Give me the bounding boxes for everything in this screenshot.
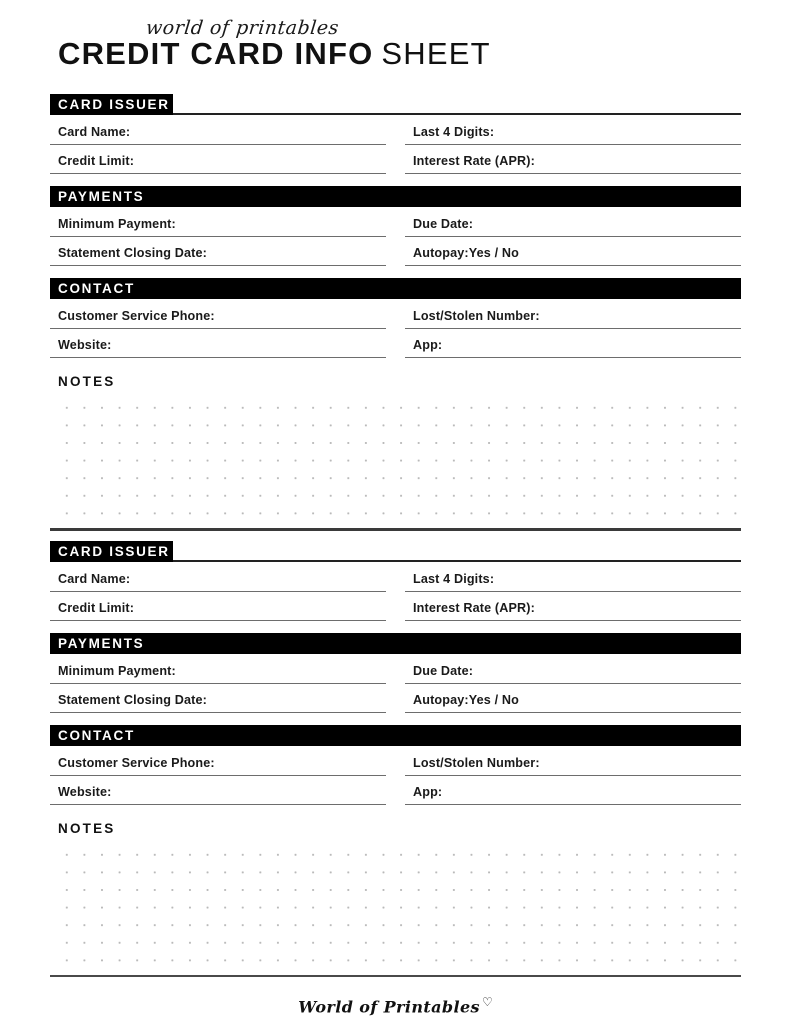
field-label: Statement Closing Date: bbox=[58, 246, 207, 260]
field-customer-service-phone-1[interactable] bbox=[50, 302, 386, 329]
section-header-card-issuer-2 bbox=[50, 541, 741, 563]
field-row bbox=[50, 210, 741, 237]
field-lost-stolen-number-1[interactable] bbox=[405, 302, 741, 329]
field-credit-limit-2[interactable] bbox=[50, 594, 386, 621]
page-title-light: SHEET bbox=[381, 36, 491, 71]
field-website-2[interactable] bbox=[50, 778, 386, 805]
field-minimum-payment-2[interactable] bbox=[50, 657, 386, 684]
field-label: Customer Service Phone: bbox=[58, 756, 215, 770]
section-header-card-issuer-1 bbox=[50, 94, 741, 116]
section-bar bbox=[50, 186, 741, 207]
field-last-4-digits-2[interactable] bbox=[405, 565, 741, 592]
field-row bbox=[50, 331, 741, 358]
field-lost-stolen-number-2[interactable] bbox=[405, 749, 741, 776]
field-label: Card Name: bbox=[58, 572, 131, 586]
page-header bbox=[50, 0, 741, 90]
field-label: Autopay: bbox=[413, 246, 469, 260]
field-website-1[interactable] bbox=[50, 331, 386, 358]
field-label: Website: bbox=[58, 338, 112, 352]
block-divider bbox=[50, 528, 741, 531]
notes-dot-grid-1[interactable] bbox=[56, 396, 739, 519]
page-title-bold: CREDIT CARD INFO bbox=[58, 36, 374, 71]
section-header-notes-1: NOTES bbox=[58, 374, 116, 389]
footer-brand-text: World of Printables bbox=[298, 997, 480, 1017]
section-rule bbox=[173, 113, 741, 115]
field-label: Lost/Stolen Number: bbox=[413, 756, 540, 770]
section-label: CARD ISSUER bbox=[58, 544, 170, 559]
field-label: Last 4 Digits: bbox=[413, 572, 495, 586]
field-row bbox=[50, 565, 741, 592]
field-label: Customer Service Phone: bbox=[58, 309, 215, 323]
field-label: Minimum Payment: bbox=[58, 664, 176, 678]
autopay-options[interactable]: Yes / No bbox=[468, 246, 519, 260]
section-header-contact-2 bbox=[50, 725, 741, 747]
section-header-payments-1 bbox=[50, 186, 741, 208]
field-row bbox=[50, 147, 741, 174]
field-statement-closing-date-2[interactable] bbox=[50, 686, 386, 713]
field-card-name-2[interactable] bbox=[50, 565, 386, 592]
card-block-2 bbox=[50, 541, 741, 966]
section-bar bbox=[50, 94, 173, 115]
page-title bbox=[58, 36, 491, 72]
field-label: App: bbox=[413, 785, 443, 799]
section-bar bbox=[50, 541, 173, 562]
field-row bbox=[50, 686, 741, 713]
field-label: Interest Rate (APR): bbox=[413, 154, 535, 168]
field-label: Due Date: bbox=[413, 217, 474, 231]
field-customer-service-phone-2[interactable] bbox=[50, 749, 386, 776]
field-label: Last 4 Digits: bbox=[413, 125, 495, 139]
brand-script-text: world of printables bbox=[144, 17, 340, 39]
field-label: Autopay: bbox=[413, 693, 469, 707]
field-credit-limit-1[interactable] bbox=[50, 147, 386, 174]
field-label: Due Date: bbox=[413, 664, 474, 678]
section-label: CARD ISSUER bbox=[58, 97, 170, 112]
field-label: Statement Closing Date: bbox=[58, 693, 207, 707]
card-block-1 bbox=[50, 94, 741, 519]
section-bar bbox=[50, 725, 741, 746]
heart-icon: ♡ bbox=[481, 995, 493, 1009]
field-label: Credit Limit: bbox=[58, 601, 135, 615]
section-header-payments-2 bbox=[50, 633, 741, 655]
field-interest-rate-1[interactable] bbox=[405, 147, 741, 174]
section-header-notes-2: NOTES bbox=[58, 821, 116, 836]
field-interest-rate-2[interactable] bbox=[405, 594, 741, 621]
section-label: CONTACT bbox=[58, 281, 135, 296]
field-card-name-1[interactable] bbox=[50, 118, 386, 145]
field-label: Interest Rate (APR): bbox=[413, 601, 535, 615]
field-row bbox=[50, 302, 741, 329]
field-last-4-digits-1[interactable] bbox=[405, 118, 741, 145]
field-row bbox=[50, 594, 741, 621]
field-label: Minimum Payment: bbox=[58, 217, 176, 231]
autopay-options[interactable]: Yes / No bbox=[468, 693, 519, 707]
section-bar bbox=[50, 278, 741, 299]
field-label: Website: bbox=[58, 785, 112, 799]
field-row bbox=[50, 118, 741, 145]
field-statement-closing-date-1[interactable] bbox=[50, 239, 386, 266]
field-label: Credit Limit: bbox=[58, 154, 135, 168]
field-row bbox=[50, 778, 741, 805]
field-row bbox=[50, 657, 741, 684]
field-row bbox=[50, 239, 741, 266]
notes-dot-grid-2[interactable] bbox=[56, 843, 739, 966]
field-label: Card Name: bbox=[58, 125, 131, 139]
field-due-date-2[interactable] bbox=[405, 657, 741, 684]
field-due-date-1[interactable] bbox=[405, 210, 741, 237]
field-autopay-1[interactable] bbox=[405, 239, 741, 266]
field-app-2[interactable] bbox=[405, 778, 741, 805]
field-autopay-2[interactable] bbox=[405, 686, 741, 713]
section-header-contact-1 bbox=[50, 278, 741, 300]
page-footer bbox=[50, 977, 741, 1017]
section-label: CONTACT bbox=[58, 728, 135, 743]
field-label: Lost/Stolen Number: bbox=[413, 309, 540, 323]
field-app-1[interactable] bbox=[405, 331, 741, 358]
section-bar bbox=[50, 633, 741, 654]
field-row bbox=[50, 749, 741, 776]
section-label: PAYMENTS bbox=[58, 189, 145, 204]
field-minimum-payment-1[interactable] bbox=[50, 210, 386, 237]
section-rule bbox=[173, 560, 741, 562]
field-label: App: bbox=[413, 338, 443, 352]
section-label: PAYMENTS bbox=[58, 636, 145, 651]
